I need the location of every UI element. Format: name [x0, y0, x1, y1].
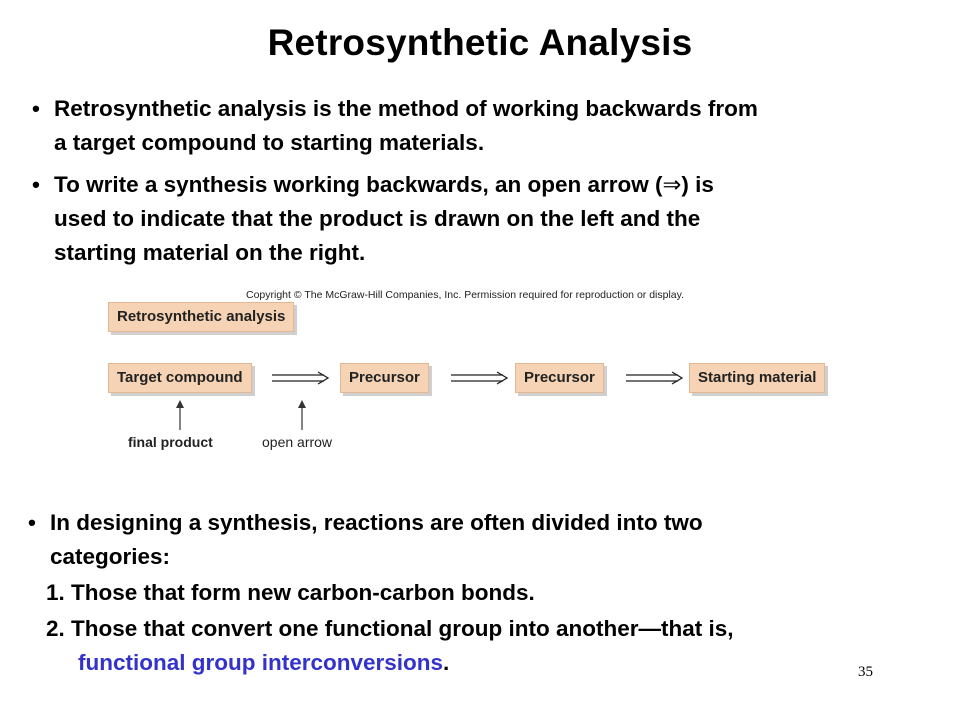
- retrosynthetic-analysis-box: Retrosynthetic analysis: [108, 302, 294, 332]
- bullet-line: Retrosynthetic analysis is the method of working backwards from: [54, 96, 758, 121]
- bullet-line: a target compound to starting materials.: [54, 130, 485, 155]
- functional-group-interconversions-text: functional group interconversions: [78, 650, 444, 675]
- up-arrow-icon: [296, 400, 308, 435]
- target-compound-box: Target compound: [108, 363, 252, 393]
- open-arrow-icon: ⇒: [662, 172, 682, 197]
- bullet-line: categories:: [50, 544, 171, 569]
- bullet-synthesis-categories: [28, 506, 888, 680]
- category-item-2: 2. Those that convert one functional group into another—that is,: [46, 616, 734, 641]
- slide-title: Retrosynthetic Analysis: [267, 22, 693, 63]
- up-arrow-icon: [174, 400, 186, 435]
- category-item-1: 1. Those that form new carbon-carbon bonds.: [46, 580, 535, 605]
- precursor-box: Precursor: [515, 363, 604, 393]
- bullet-line: used to indicate that the product is drawn on the left and the: [54, 206, 701, 231]
- bullet-line: In designing a synthesis, reactions are often divided into two: [50, 510, 703, 535]
- open-arrow-label: open arrow: [262, 434, 333, 450]
- bullet-line: functional group interconversions.: [78, 650, 450, 675]
- retrosynthesis-diagram: [100, 284, 817, 464]
- bullet-dot: •: [32, 96, 40, 121]
- bullet-retrosynthesis-definition: [32, 92, 932, 160]
- bullet-open-arrow-explanation: [32, 168, 932, 270]
- bullet-dot: •: [28, 510, 36, 535]
- bullet-line: To write a synthesis working backwards, an open arrow (⇒) is: [54, 172, 714, 197]
- precursor-box: Precursor: [340, 363, 429, 393]
- open-arrow-icon: [272, 371, 330, 385]
- bullet-dot: •: [32, 172, 40, 197]
- bullet-line: starting material on the right.: [54, 240, 366, 265]
- open-arrow-icon: [451, 371, 509, 385]
- page-number: 35: [858, 664, 873, 680]
- open-arrow-icon: [626, 371, 684, 385]
- copyright-notice: Copyright © The McGraw-Hill Companies, Inc. Permission required for reproduction or display.: [246, 289, 685, 301]
- starting-material-box: Starting material: [689, 363, 825, 393]
- final-product-label: final product: [128, 434, 213, 450]
